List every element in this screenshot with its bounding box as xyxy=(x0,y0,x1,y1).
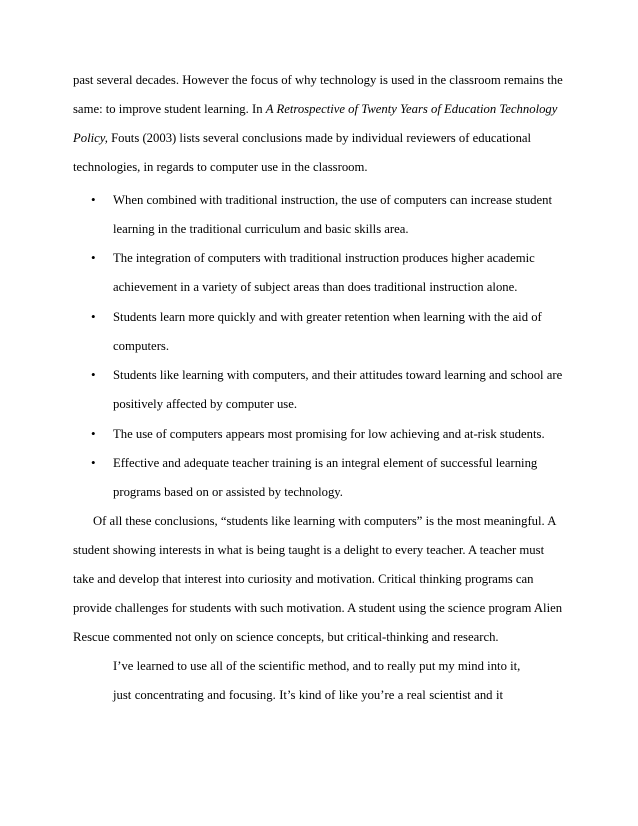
bullet-marker: • xyxy=(91,426,96,441)
intro-line-2-text: same: to improve student learning. In xyxy=(73,102,266,116)
paragraph-2-line-1: Of all these conclusions, “students like learning with computers” is the most meaningful. A xyxy=(93,514,557,528)
intro-line-3 xyxy=(73,130,531,146)
paragraph-2-line-3: take and develop that interest into curiosity and motivation. Critical thinking programs can xyxy=(73,572,534,586)
quote-line-1: I’ve learned to use all of the scientific method, and to really put my mind into it, xyxy=(113,659,521,673)
bullet-marker: • xyxy=(91,250,96,265)
bullet-marker: • xyxy=(91,192,96,207)
list-item-3-line-1: Students learn more quickly and with greater retention when learning with the aid of xyxy=(113,310,542,324)
quote-line-2: just concentrating and focusing. It’s kind of like you’re a real scientist and it xyxy=(113,688,503,702)
list-item-3-line-2: computers. xyxy=(113,339,170,353)
intro-line-2 xyxy=(73,101,557,117)
paragraph-2-line-5: Rescue commented not only on science concepts, but critical-thinking and research. xyxy=(73,630,499,644)
list-item-6-line-1: Effective and adequate teacher training is an integral element of successful learning xyxy=(113,456,538,470)
bullet-marker: • xyxy=(91,309,96,324)
cited-title-part-1: A Retrospective of Twenty Years of Education Technology xyxy=(265,102,558,116)
intro-line-4: technologies, in regards to computer use in the classroom. xyxy=(73,160,368,174)
paragraph-2-line-4: provide challenges for students with such motivation. A student using the science program Alien xyxy=(73,601,563,615)
bullet-marker: • xyxy=(91,455,96,470)
list-item-1-line-2: learning in the traditional curriculum and basic skills area. xyxy=(113,222,409,236)
intro-line-3-text: Fouts (2003) lists several conclusions made by individual reviewers of educational xyxy=(107,131,532,145)
list-item-2-line-2: achievement in a variety of subject areas than does traditional instruction alone. xyxy=(113,280,518,294)
list-item-2-line-1: The integration of computers with traditional instruction produces higher academic xyxy=(113,251,535,265)
list-item-5-line-1: The use of computers appears most promising for low achieving and at-risk students. xyxy=(113,427,545,441)
bullet-marker: • xyxy=(91,367,96,382)
cited-title-part-2: Policy, xyxy=(73,131,108,145)
list-item-1-line-1: When combined with traditional instruction, the use of computers can increase student xyxy=(113,193,553,207)
list-item-6-line-2: programs based on or assisted by technology. xyxy=(113,485,343,499)
list-item-4-line-1: Students like learning with computers, and their attitudes toward learning and school are xyxy=(113,368,563,382)
paragraph-2-line-2: student showing interests in what is being taught is a delight to every teacher. A teacher must xyxy=(73,543,545,557)
intro-line-1: past several decades. However the focus of why technology is used in the classroom remains the xyxy=(73,73,563,87)
list-item-4-line-2: positively affected by computer use. xyxy=(113,397,298,411)
